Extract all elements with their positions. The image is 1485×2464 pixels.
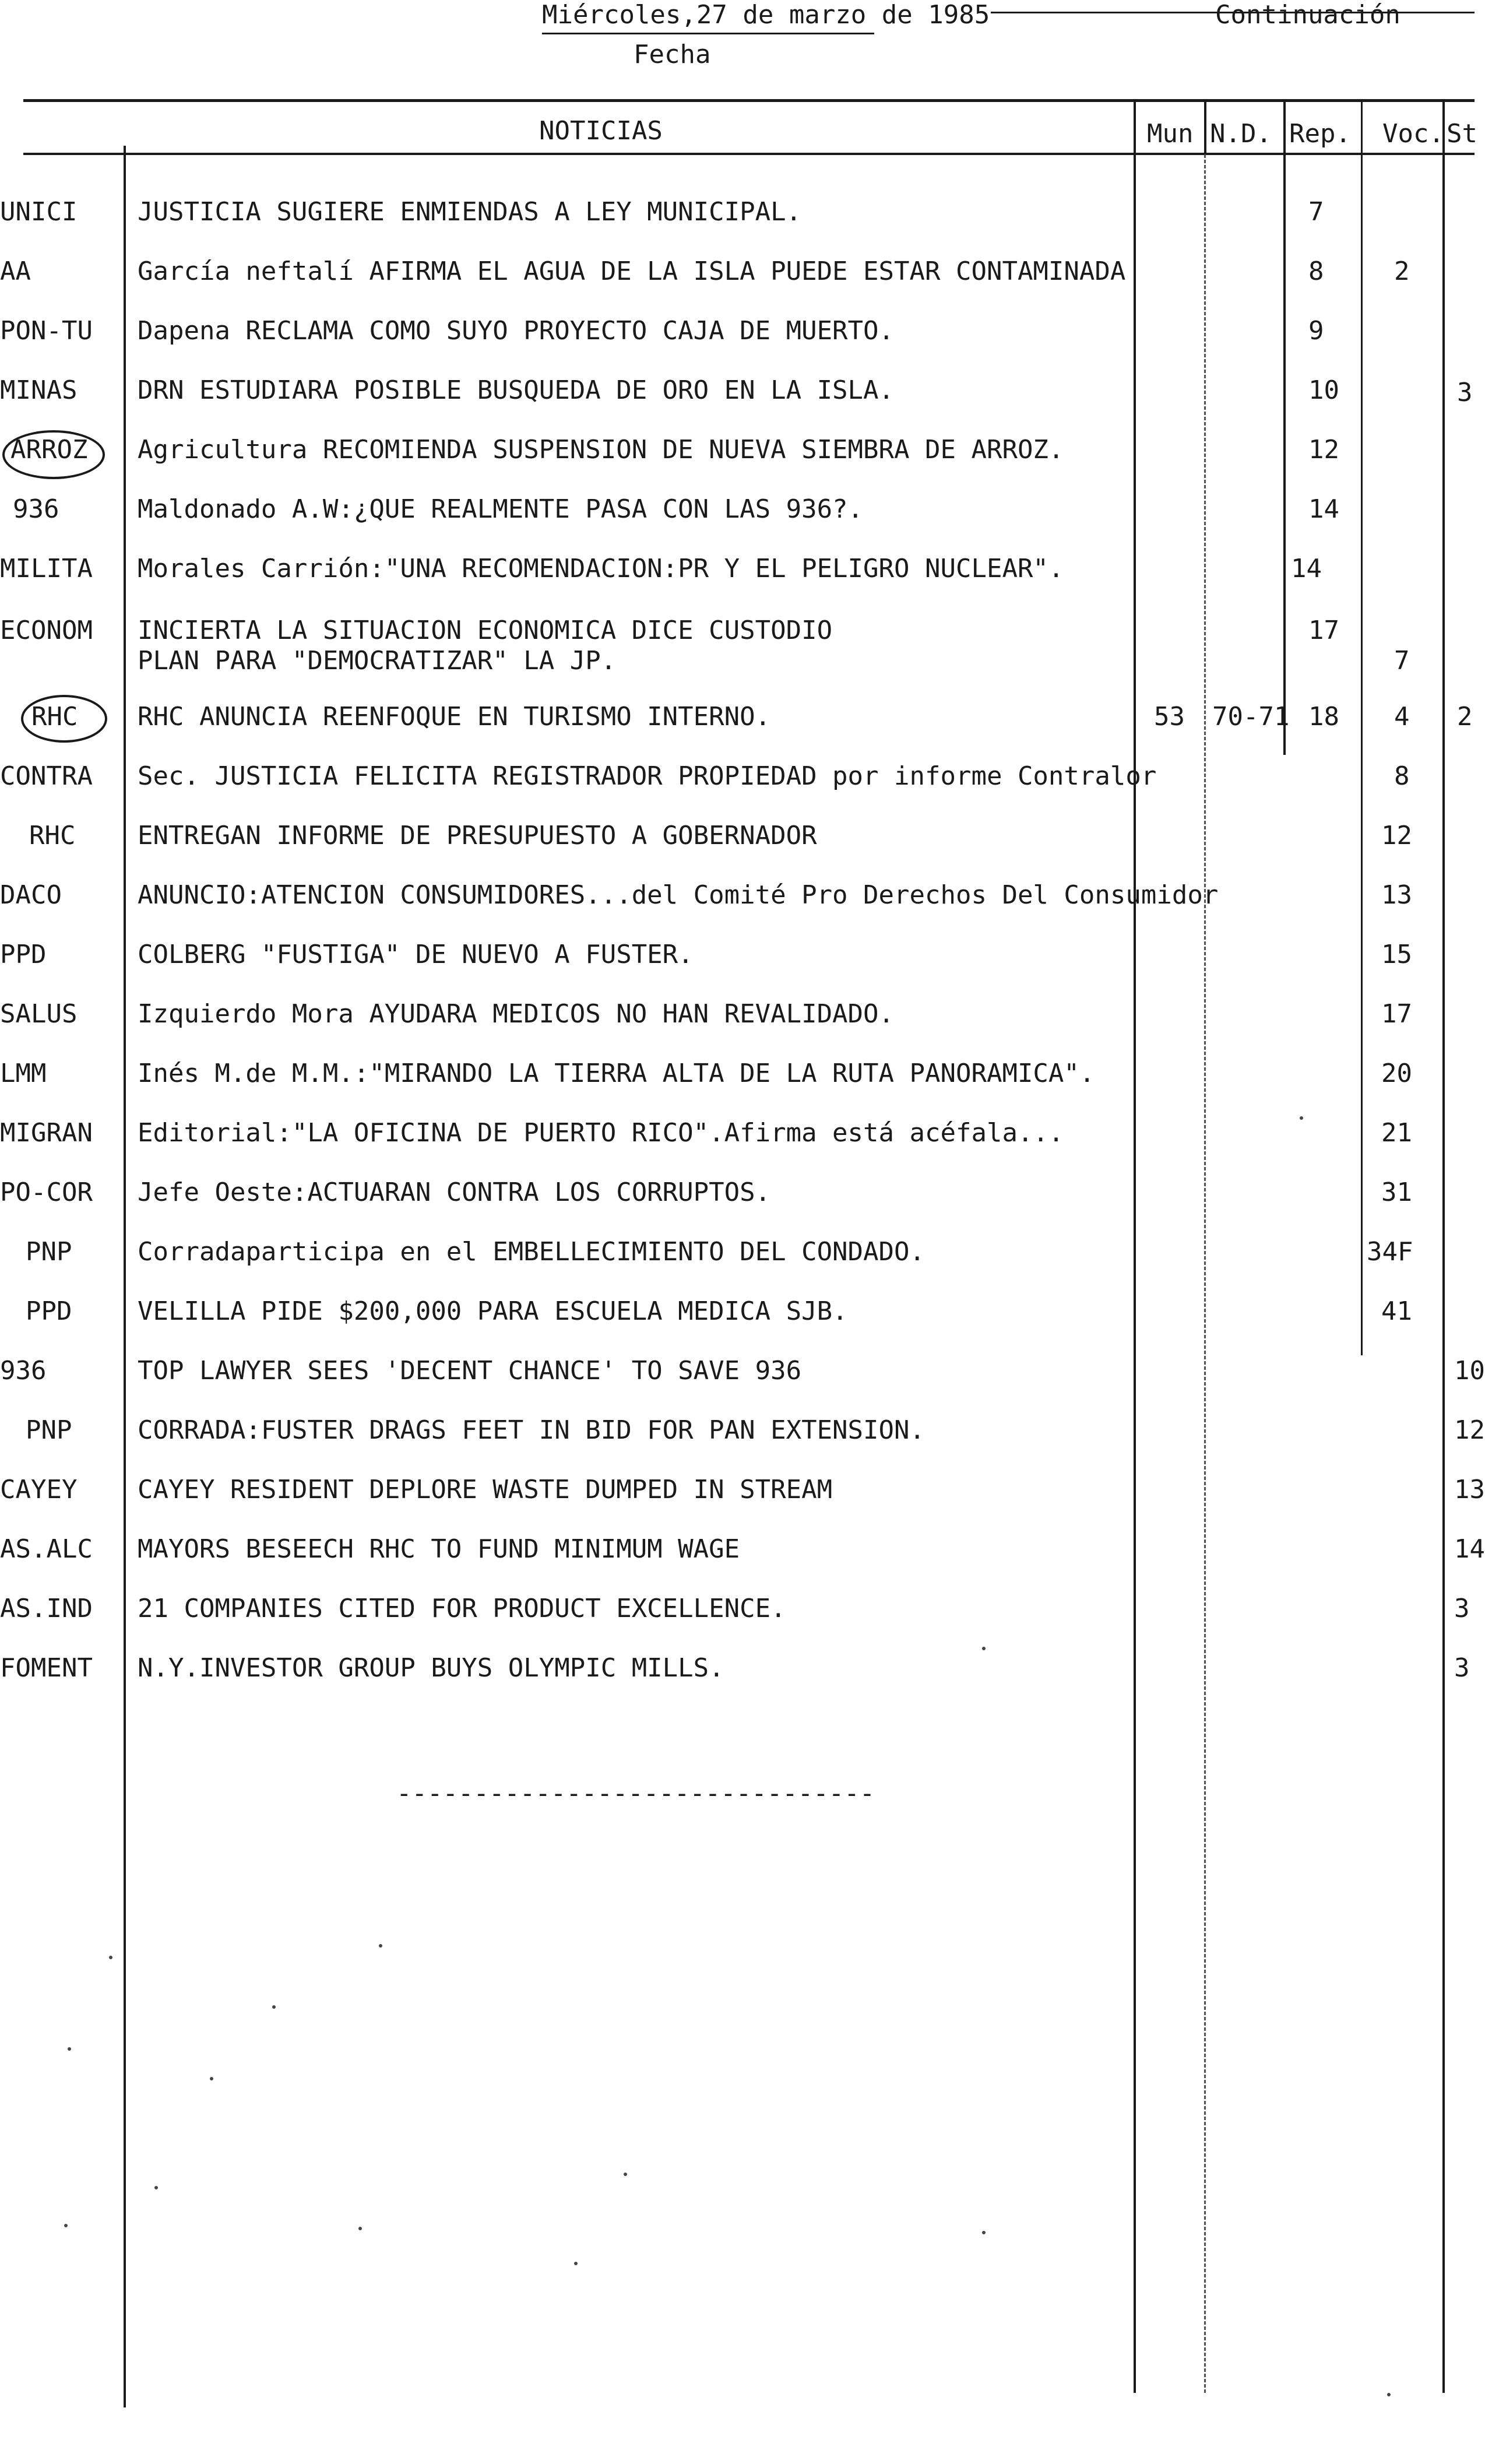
row-rep: 9 [1308, 316, 1324, 346]
row-headline-continued: PLAN PARA "DEMOCRATIZAR" LA JP. [138, 646, 617, 676]
row-code: MIGRAN [0, 1118, 93, 1148]
column-header-voc: Voc. [1382, 119, 1444, 149]
row-voc: 15 [1381, 940, 1412, 969]
row-headline: INCIERTA LA SITUACION ECONOMICA DICE CUSTODIO [138, 616, 833, 645]
row-code: UNICI [0, 197, 78, 227]
row-headline: Corradaparticipa en el EMBELLECIMIENTO DEL CONDADO. [138, 1237, 926, 1267]
row-headline: MAYORS BESEECH RHC TO FUND MINIMUM WAGE [138, 1534, 740, 1564]
row-code: PON-TU [0, 316, 93, 346]
row-headline: Jefe Oeste:ACTUARAN CONTRA LOS CORRUPTOS. [138, 1177, 771, 1207]
row-st: 10 [1454, 1356, 1485, 1386]
row-rep: 10 [1308, 375, 1339, 405]
row-code: AS.ALC [0, 1534, 93, 1564]
row-code: MILITA [0, 554, 93, 584]
row-voc: 21 [1381, 1118, 1412, 1148]
row-st: 12 [1454, 1415, 1485, 1445]
row-code: CAYEY [0, 1475, 78, 1505]
row-st: 3 [1457, 378, 1473, 407]
column-header-mun: Mun [1147, 119, 1194, 149]
row-voc: 2 [1394, 256, 1410, 286]
row-voc: 7 [1394, 646, 1410, 676]
row-voc: 20 [1381, 1059, 1412, 1088]
scan-speck [624, 2173, 627, 2176]
row-code: CONTRA [0, 761, 93, 791]
row-code: LMM [0, 1059, 47, 1088]
row-code: DACO [0, 880, 62, 910]
row-code: 936 [0, 1356, 47, 1386]
row-code: PNP [26, 1415, 72, 1445]
row-headline: CAYEY RESIDENT DEPLORE WASTE DUMPED IN STREAM [138, 1475, 833, 1505]
scan-speck [358, 2227, 362, 2230]
row-headline: Maldonado A.W:¿QUE REALMENTE PASA CON LAS 936?. [138, 494, 864, 524]
row-headline: Dapena RECLAMA COMO SUYO PROYECTO CAJA DE MUERTO. [138, 316, 895, 346]
scan-speck [64, 2224, 68, 2227]
scan-speck [272, 2005, 276, 2009]
row-rep: 7 [1308, 197, 1324, 227]
row-code: ARROZ [10, 435, 88, 465]
scan-speck [154, 2186, 158, 2189]
row-rep: 17 [1308, 616, 1339, 645]
row-st: 2 [1457, 702, 1473, 732]
row-headline: Editorial:"LA OFICINA DE PUERTO RICO".Afirma está acéfala... [138, 1118, 1064, 1148]
column-divider-rep [1283, 102, 1286, 755]
row-voc: 17 [1381, 999, 1412, 1029]
row-headline: 21 COMPANIES CITED FOR PRODUCT EXCELLENCE. [138, 1594, 786, 1623]
row-code: AS.IND [0, 1594, 93, 1623]
row-headline: ANUNCIO:ATENCION CONSUMIDORES...del Comité Pro Derechos Del Consumidor [138, 880, 1219, 910]
column-divider-nd [1204, 102, 1206, 154]
row-rep: 14 [1308, 494, 1339, 524]
row-rep: 14 [1291, 554, 1322, 584]
row-code: PPD [0, 940, 47, 969]
row-headline: CORRADA:FUSTER DRAGS FEET IN BID FOR PAN EXTENSION. [138, 1415, 926, 1445]
column-divider-voc [1361, 102, 1363, 1355]
scan-speck [982, 1647, 986, 1650]
column-divider-nd-dashed [1204, 154, 1206, 2393]
row-voc: 13 [1381, 880, 1412, 910]
row-voc: 4 [1394, 702, 1410, 732]
row-headline: Agricultura RECOMIENDA SUSPENSION DE NUEVA SIEMBRA DE ARROZ. [138, 435, 1064, 465]
row-headline: VELILLA PIDE $200,000 PARA ESCUELA MEDICA SJB. [138, 1296, 848, 1326]
column-header-st: St [1447, 119, 1477, 149]
row-headline: JUSTICIA SUGIERE ENMIENDAS A LEY MUNICIPAL. [138, 197, 802, 227]
row-code: RHC [31, 702, 78, 732]
scan-speck [1300, 1116, 1303, 1120]
row-headline: Izquierdo Mora AYUDARA MEDICOS NO HAN REVALIDADO. [138, 999, 895, 1029]
row-code: 936 [13, 494, 59, 524]
row-rep: 8 [1308, 256, 1324, 286]
row-headline: ENTREGAN INFORME DE PRESUPUESTO A GOBERNADOR [138, 821, 817, 850]
row-voc: 41 [1381, 1296, 1412, 1326]
row-code: AA [0, 256, 31, 286]
row-code: RHC [29, 821, 76, 850]
row-headline: TOP LAWYER SEES 'DECENT CHANCE' TO SAVE 936 [138, 1356, 802, 1386]
row-voc: 12 [1381, 821, 1412, 850]
column-divider-st [1442, 102, 1445, 2393]
scan-speck [109, 1956, 112, 1959]
row-code: PO-COR [0, 1177, 93, 1207]
row-headline: DRN ESTUDIARA POSIBLE BUSQUEDA DE ORO EN LA ISLA. [138, 375, 895, 405]
column-header-rep: Rep. [1289, 119, 1351, 149]
row-code: PPD [26, 1296, 72, 1326]
scan-speck [68, 2047, 71, 2051]
column-divider-code [124, 146, 126, 2407]
scan-speck [379, 1944, 382, 1948]
row-mun: 53 [1154, 702, 1185, 732]
row-st: 14 [1454, 1534, 1485, 1564]
column-divider-mun [1134, 102, 1136, 2393]
row-code: MINAS [0, 375, 78, 405]
row-st: 13 [1454, 1475, 1485, 1505]
row-code: PNP [26, 1237, 72, 1267]
row-st: 3 [1454, 1653, 1470, 1683]
row-code: FOMENT [0, 1653, 93, 1683]
row-headline: García neftalí AFIRMA EL AGUA DE LA ISLA PUEDE ESTAR CONTAMINADA [138, 256, 1126, 286]
closing-rule: ------------------------------- [396, 1778, 875, 1808]
row-code: SALUS [0, 999, 78, 1029]
row-headline: COLBERG "FUSTIGA" DE NUEVO A FUSTER. [138, 940, 694, 969]
table-top-rule [23, 99, 1475, 102]
scan-speck [982, 2231, 986, 2234]
table-header-rule [23, 153, 1475, 155]
row-rep: 18 [1308, 702, 1339, 732]
row-nd: 70-71 [1212, 702, 1290, 732]
row-voc: 34F [1367, 1237, 1413, 1267]
row-headline: Inés M.de M.M.:"MIRANDO LA TIERRA ALTA DE LA RUTA PANORAMICA". [138, 1059, 1095, 1088]
row-headline: Sec. JUSTICIA FELICITA REGISTRADOR PROPIEDAD por informe Contralor [138, 761, 1157, 791]
column-header-nd: N.D. [1210, 119, 1272, 149]
row-voc: 8 [1394, 761, 1410, 791]
row-voc: 31 [1381, 1177, 1412, 1207]
continuation-label: Continuación [1215, 0, 1400, 30]
scan-speck [574, 2262, 578, 2265]
row-st: 3 [1454, 1594, 1470, 1623]
row-headline: N.Y.INVESTOR GROUP BUYS OLYMPIC MILLS. [138, 1653, 724, 1683]
row-headline: RHC ANUNCIA REENFOQUE EN TURISMO INTERNO. [138, 702, 771, 732]
scan-speck [1387, 2393, 1391, 2396]
row-rep: 12 [1308, 435, 1339, 465]
row-headline: Morales Carrión:"UNA RECOMENDACION:PR Y EL PELIGRO NUCLEAR". [138, 554, 1064, 584]
date-underline [542, 33, 874, 34]
scan-speck [210, 2077, 213, 2080]
date-field-label: Fecha [634, 40, 711, 69]
row-code: ECONOM [0, 616, 93, 645]
document-date: Miércoles,27 de marzo de 1985 [542, 0, 990, 30]
column-header-noticias: NOTICIAS [539, 116, 663, 146]
